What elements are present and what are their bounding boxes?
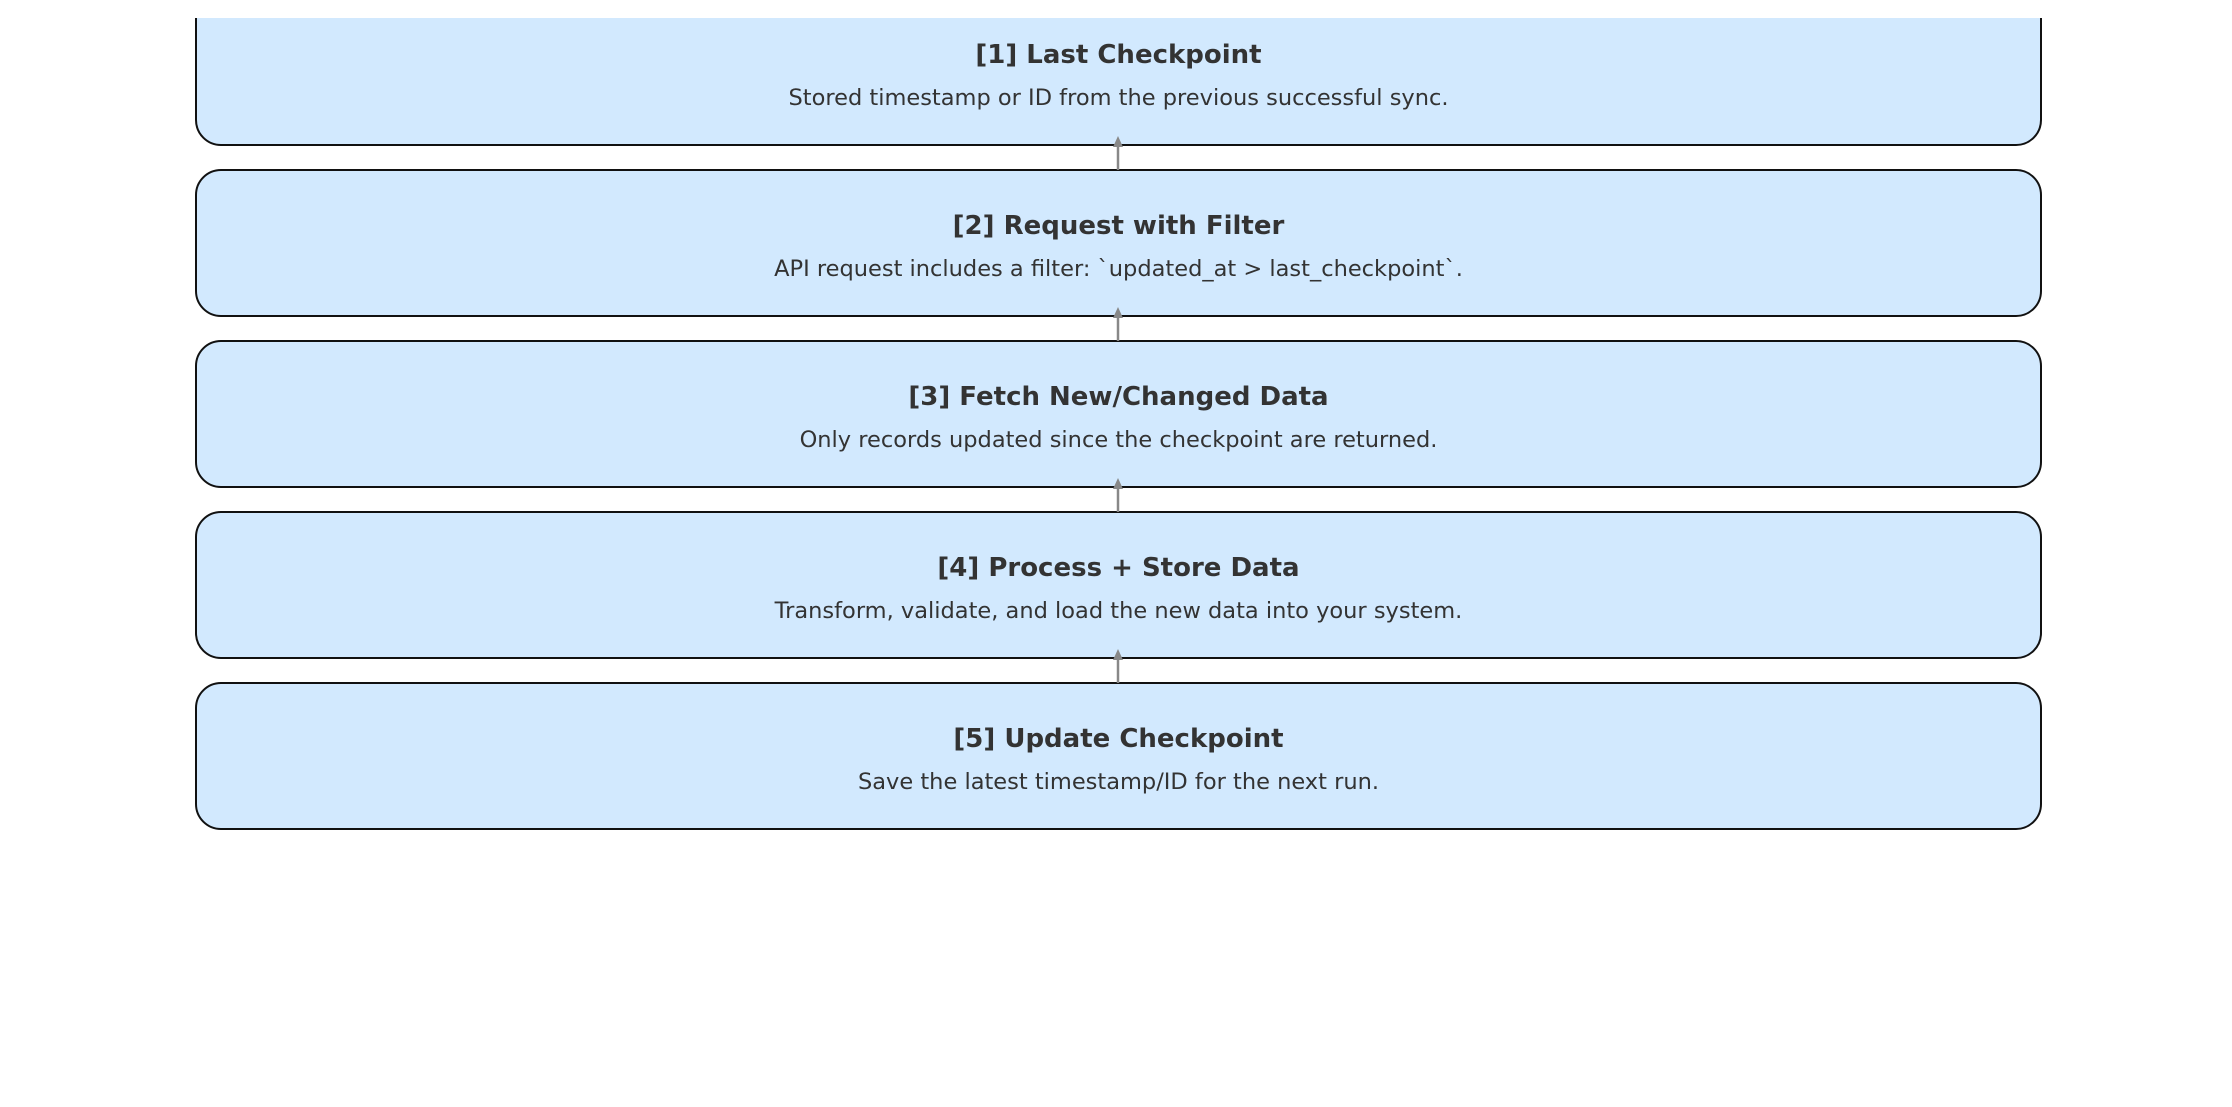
arrow-4-to-3 <box>1113 478 1123 512</box>
step-title: [3] Fetch New/Changed Data <box>908 382 1329 412</box>
step-description: Only records updated since the checkpoint are returned. <box>799 427 1438 453</box>
step-description: API request includes a filter: `updated_at > last_checkpoint`. <box>774 256 1463 282</box>
arrow-5-to-4 <box>1113 649 1123 683</box>
step-description: Stored timestamp or ID from the previous successful sync. <box>788 85 1449 111</box>
step-title: [4] Process + Store Data <box>937 553 1300 583</box>
step-description: Save the latest timestamp/ID for the next run. <box>857 769 1379 795</box>
step-title: [2] Request with Filter <box>952 211 1285 241</box>
arrow-2-to-1 <box>1113 136 1123 170</box>
step-title: [1] Last Checkpoint <box>975 40 1262 70</box>
arrow-3-to-2 <box>1113 307 1123 341</box>
step-description: Transform, validate, and load the new data into your system. <box>774 598 1463 624</box>
step-title: [5] Update Checkpoint <box>953 724 1284 754</box>
